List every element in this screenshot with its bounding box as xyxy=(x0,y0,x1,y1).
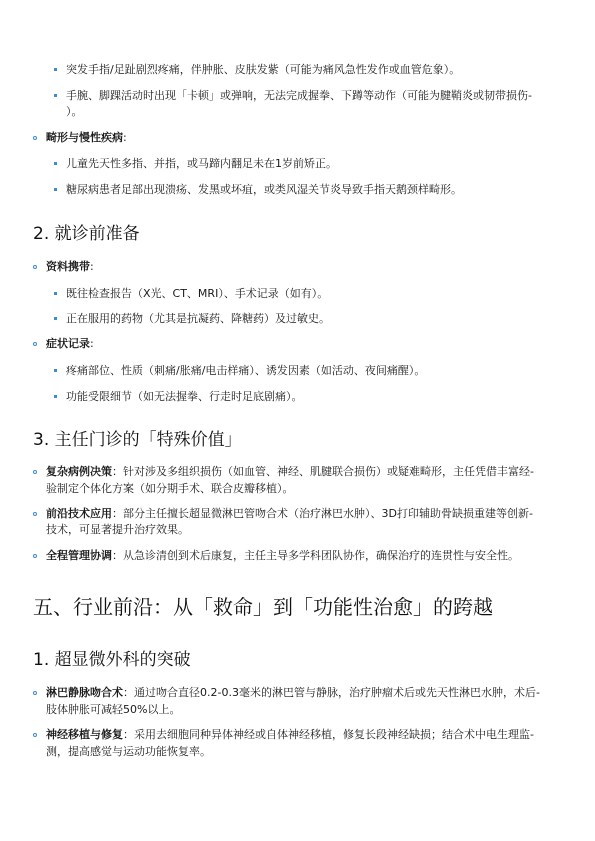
bullet-circle-icon xyxy=(33,470,37,474)
list-item: 既往检查报告（X光、CT、MRI）、手术记录（如有）。 xyxy=(66,287,329,300)
list-item-continuation: 肢体肿胀可减轻50%以上。 xyxy=(46,703,181,716)
bullet-circle-icon xyxy=(33,691,37,695)
list-item: 正在服用的药物（尤其是抗凝药、降糖药）及过敏史。 xyxy=(66,312,330,325)
list-item-label: 畸形与慢性疾病 xyxy=(46,131,123,144)
list-item-continuation: ）。 xyxy=(66,105,83,118)
bullet-square-icon xyxy=(54,317,57,320)
list-item xyxy=(46,727,534,742)
bullet-square-icon xyxy=(54,395,57,398)
list-item xyxy=(46,464,534,479)
bullet-circle-icon xyxy=(33,512,37,516)
bullet-square-icon xyxy=(54,162,57,165)
list-item-text: ：从急诊清创到术后康复，主任主导多学科团队协作，确保治疗的连贯性与安全性。 xyxy=(112,549,519,562)
list-item xyxy=(46,506,533,521)
list-item-text: ：通过吻合直径0.2-0.3毫米的淋巴管与静脉，治疗肿瘤术后或先天性淋巴水肿，术后- xyxy=(123,686,540,699)
list-item: 疼痛部位、性质（刺痛/胀痛/电击样痛）、诱发因素（如活动、夜间痛醒）。 xyxy=(66,364,426,377)
list-item xyxy=(46,685,540,700)
section-heading: 1. 超显微外科的突破 xyxy=(33,650,191,670)
bullet-square-icon xyxy=(54,94,57,97)
bullet-square-icon xyxy=(54,292,57,295)
list-item-continuation: 技术，可显著提升治疗效果。 xyxy=(46,523,189,536)
list-item-label: 资料携带 xyxy=(46,260,90,273)
list-item: 儿童先天性多指、并指，或马蹄内翻足未在1岁前矫正。 xyxy=(66,157,337,170)
list-item-text: ：针对涉及多组织损伤（如血管、神经、肌腱联合损伤）或疑难畸形，主任凭借丰富经- xyxy=(112,465,534,478)
list-item-continuation: 验制定个体化方案（如分期手术、联合皮瓣移植）。 xyxy=(46,482,294,495)
bullet-circle-icon xyxy=(33,554,37,558)
list-item: 突发手指/足趾剧烈疼痛，伴肿胀、皮肤发紫（可能为痛风急性发作或血管危象）。 xyxy=(66,63,461,76)
list-item-label: 全程管理协调 xyxy=(46,549,112,562)
list-item-continuation: 测，提高感觉与运动功能恢复率。 xyxy=(46,745,211,758)
bullet-circle-icon xyxy=(33,342,37,346)
list-item: 手腕、脚踝活动时出现「卡顿」或弹响，无法完成握拳、下蹲等动作（可能为腱鞘炎或韧带损伤- xyxy=(66,89,532,102)
list-item-label: 症状记录 xyxy=(46,337,90,350)
section-heading: 3. 主任门诊的「特殊价值」 xyxy=(33,430,242,450)
section-heading: 2. 就诊前准备 xyxy=(33,224,140,244)
list-item-text: ：采用去细胞同种异体神经或自体神经移植，修复长段神经缺损；结合术中电生理监- xyxy=(123,728,534,741)
chapter-heading: 五、行业前沿：从「救命」到「功能性治愈」的跨越 xyxy=(33,595,493,619)
list-item: 功能受限细节（如无法握拳、行走时足底剧痛）。 xyxy=(66,390,303,403)
list-item-label: 前沿技术应用 xyxy=(46,507,112,520)
bullet-circle-icon xyxy=(33,136,37,140)
bullet-circle-icon xyxy=(33,733,37,737)
bullet-square-icon xyxy=(54,369,57,372)
bullet-square-icon xyxy=(54,188,57,191)
bullet-circle-icon xyxy=(33,265,37,269)
list-item-text: ：部分主任擅长超显微淋巴管吻合术（治疗淋巴水肿）、3D打印辅助骨缺损重建等创新- xyxy=(112,507,533,520)
list-item-label: 复杂病例决策 xyxy=(46,465,112,478)
list-item xyxy=(46,548,519,563)
list-item: 畸形与慢性疾病: xyxy=(46,131,127,144)
list-item: 症状记录: xyxy=(46,337,94,350)
list-item-label: 淋巴静脉吻合术 xyxy=(46,686,123,699)
list-item: 资料携带: xyxy=(46,260,94,273)
bullet-square-icon xyxy=(54,68,57,71)
list-item: 糖尿病患者足部出现溃疡、发黑或坏疽，或类风湿关节炎导致手指天鹅颈样畸形。 xyxy=(66,183,462,196)
list-item-label: 神经移植与修复 xyxy=(46,728,123,741)
